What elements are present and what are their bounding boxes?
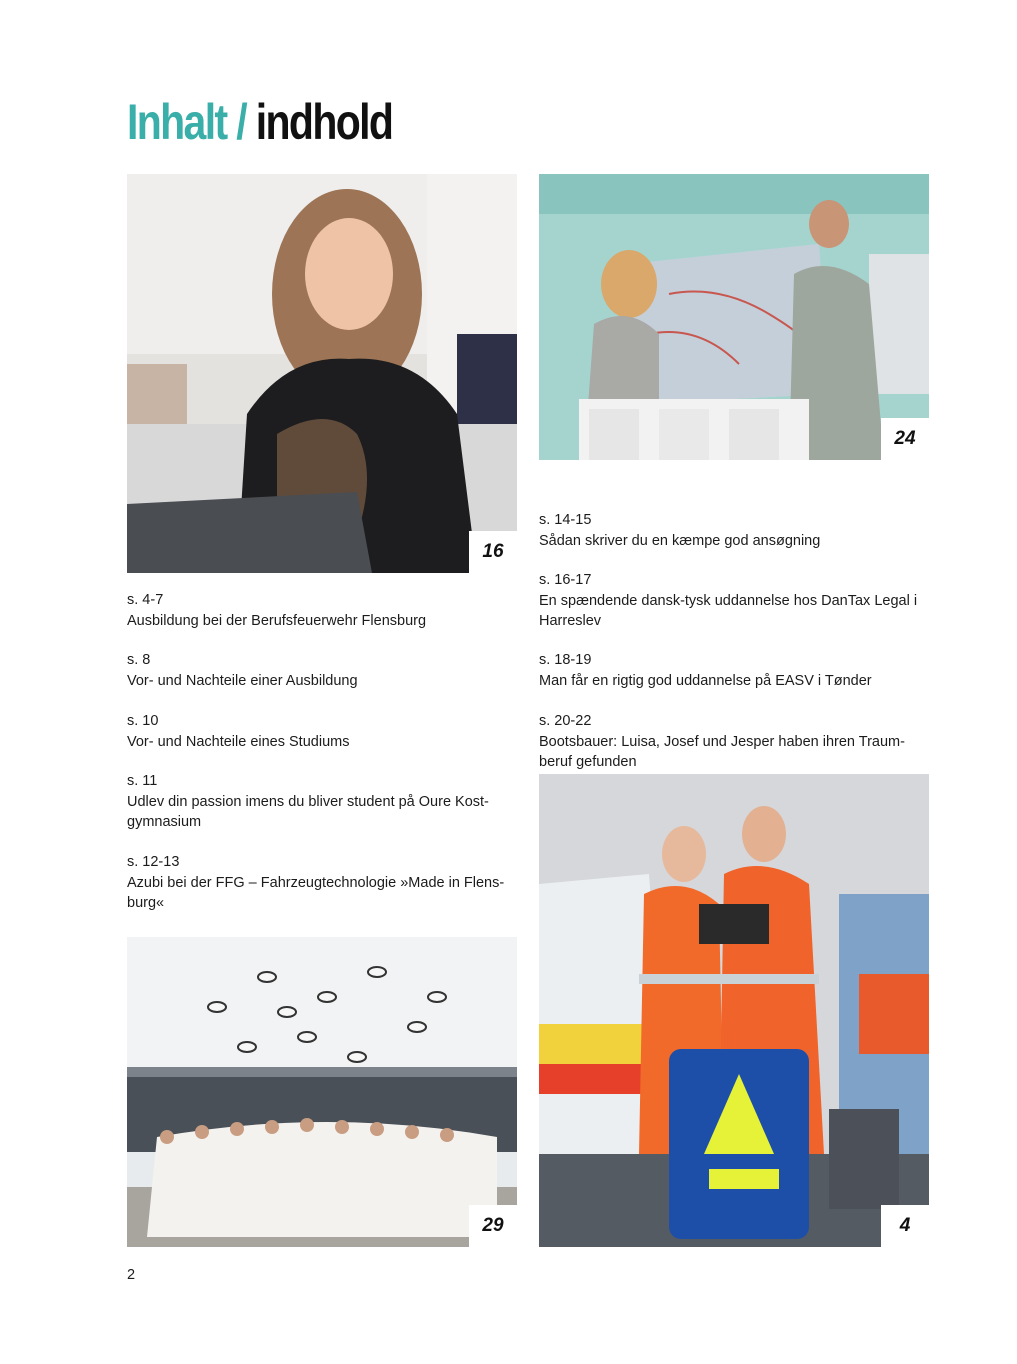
toc-page-ref: s. 12-13 <box>127 854 180 870</box>
photo-paramedics <box>539 774 929 1247</box>
toc-page-ref: s. 10 <box>127 713 159 729</box>
paramedics-ambulance-photo-icon <box>539 774 929 1247</box>
toc-title: Vor- und Nachteile eines Studiums <box>127 733 350 750</box>
toc-entry[interactable] <box>127 771 507 833</box>
map-classroom-photo-icon <box>539 174 929 460</box>
toc-entry[interactable] <box>539 510 939 551</box>
toc-title: Man får en rigtig god uddannelse på EASV i Tønder <box>539 672 872 689</box>
title-danish: indhold <box>255 94 393 150</box>
page-badge: 24 <box>881 418 929 460</box>
title-separator: / <box>226 94 256 150</box>
toc-entry[interactable] <box>127 852 517 914</box>
page-badge: 4 <box>881 1205 929 1247</box>
office-woman-tablet-photo-icon <box>127 174 517 573</box>
page-badge: 29 <box>469 1205 517 1247</box>
page-badge: 16 <box>469 531 517 573</box>
toc-title: Vor- und Nachteile einer Ausbildung <box>127 672 358 689</box>
toc-page-ref: s. 11 <box>127 773 158 789</box>
toc-title: Azubi bei der FFG – Fahrzeugtechnologie »Made in Flens-burg« <box>127 874 505 911</box>
toc-entry[interactable] <box>539 711 929 773</box>
toc-page-ref: s. 20-22 <box>539 713 592 729</box>
toc-entry[interactable] <box>127 711 527 752</box>
toc-entry[interactable] <box>127 590 527 631</box>
toc-title: Udlev din passion imens du bliver student på Oure Kost-gymnasium <box>127 793 489 830</box>
toc-entry[interactable] <box>539 650 929 691</box>
toc-title: Ausbildung bei der Berufsfeuerwehr Flensburg <box>127 612 427 629</box>
photo-graduation <box>127 937 517 1247</box>
toc-entry[interactable] <box>539 570 929 632</box>
toc-entry[interactable] <box>127 650 527 691</box>
photo-office-woman <box>127 174 517 573</box>
graduation-caps-photo-icon <box>127 937 517 1247</box>
toc-page-ref: s. 8 <box>127 652 151 668</box>
toc-page-ref: s. 4-7 <box>127 592 164 608</box>
toc-page-ref: s. 14-15 <box>539 512 592 528</box>
page-number: 2 <box>127 1267 136 1283</box>
toc-page-ref: s. 16-17 <box>539 572 592 588</box>
photo-map-classroom <box>539 174 929 460</box>
toc-page-ref: s. 18-19 <box>539 652 592 668</box>
page-title <box>127 92 392 152</box>
toc-title: Bootsbauer: Luisa, Josef und Jesper haben ihren Traum-beruf gefunden <box>539 733 905 770</box>
title-german: Inhalt <box>127 94 227 150</box>
toc-title: Sådan skriver du en kæmpe god ansøgning <box>539 532 821 549</box>
toc-title: En spændende dansk-tysk uddannelse hos DanTax Legal i Harreslev <box>539 592 918 629</box>
